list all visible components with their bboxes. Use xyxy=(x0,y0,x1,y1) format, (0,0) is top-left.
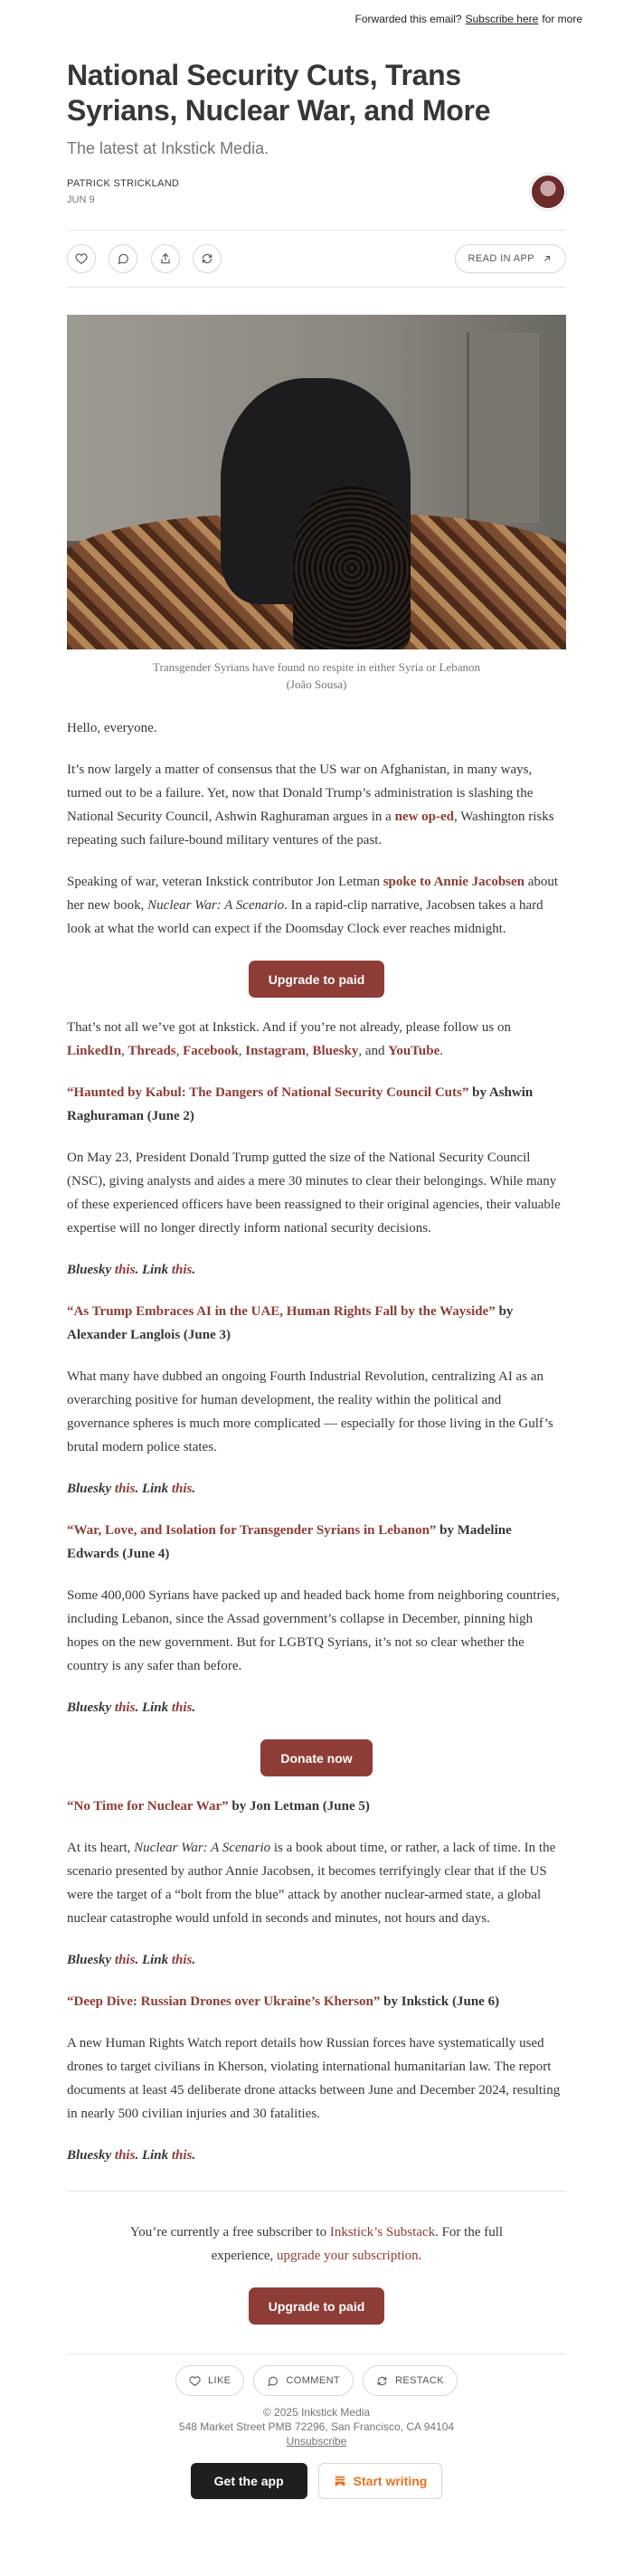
arrow-up-right-icon xyxy=(542,253,553,264)
article-link[interactable]: “As Trump Embraces AI in the UAE, Human Rights Fall by the Wayside” xyxy=(67,1304,496,1319)
topbar xyxy=(0,0,633,38)
share-line xyxy=(67,1258,566,1282)
upgrade-cta xyxy=(67,961,566,998)
read-in-app-button[interactable] xyxy=(455,244,566,273)
article-link[interactable]: “Deep Dive: Russian Drones over Ukraine’s Kherson” xyxy=(67,1994,381,2009)
substack-link[interactable]: Inkstick’s Substack xyxy=(329,2225,436,2240)
bluesky-label: Bluesky xyxy=(67,2148,112,2163)
youtube-link[interactable]: YouTube xyxy=(388,1044,440,1058)
footer-meta xyxy=(67,2405,566,2448)
address: 548 Market Street PMB 72296, San Francisco, CA 94104 xyxy=(178,2420,455,2433)
text: You’re currently a free subscriber to xyxy=(129,2225,330,2240)
article-summary: Some 400,000 Syrians have packed up and headed back home from neighboring countries, including Lebanon, since the Assad government’s collapse in December, pinning high hopes on the new government. But for LGBTQ Syrians, it’s not so clear whether the country is any safer than before. xyxy=(67,1588,560,1673)
read-in-app-label: READ IN APP xyxy=(468,253,534,264)
start-writing-label: Start writing xyxy=(353,2474,428,2488)
paragraph xyxy=(67,1016,566,1063)
paragraph xyxy=(67,758,566,852)
image-caption xyxy=(67,658,566,693)
link-label: . Link xyxy=(135,1953,172,1967)
comment-label: COMMENT xyxy=(286,2375,341,2386)
link-this-link[interactable]: this xyxy=(171,2148,193,2163)
facebook-link[interactable]: Facebook xyxy=(183,1044,239,1058)
bluesky-this-link[interactable]: this xyxy=(114,1482,136,1496)
divider xyxy=(67,2191,566,2192)
hero-image[interactable] xyxy=(67,315,566,649)
link-label: . Link xyxy=(135,2148,172,2163)
text: about her new book, xyxy=(67,875,559,913)
article-byline: by Alexander Langlois (June 3) xyxy=(67,1304,514,1342)
topbar-prefix: Forwarded this email? xyxy=(354,13,462,25)
hero-door xyxy=(467,333,539,523)
link-label: . Link xyxy=(135,1263,172,1277)
caption-credit: (João Sousa) xyxy=(286,677,347,691)
bottom-spacer xyxy=(67,2499,566,2517)
footer-upgrade-cta xyxy=(67,2287,566,2325)
comment-icon xyxy=(267,2375,279,2387)
bluesky-label: Bluesky xyxy=(67,1700,112,1715)
link-this-link[interactable]: this xyxy=(171,1700,193,1715)
article-heading xyxy=(67,1795,566,1818)
bluesky-label: Bluesky xyxy=(67,1482,112,1496)
restack-button[interactable] xyxy=(193,244,222,273)
separator: , xyxy=(121,1044,128,1058)
bluesky-this-link[interactable]: this xyxy=(114,1263,136,1277)
separator: . xyxy=(439,1044,443,1058)
text: That’s not all we’ve got at Inkstick. And if you’re not already, please follow us on xyxy=(67,1020,511,1035)
substack-logo-icon xyxy=(334,2475,346,2487)
article-summary: A new Human Rights Watch report details how Russian forces have systematically used drones to target civilians in Kherson, violating international humanitarian law. The report documents at least 45 deliberate drone attacks between June and December 2024, resulting in nearly 500 civilian injuries and 30 fatalities. xyxy=(67,2036,561,2121)
unsubscribe-link[interactable]: Unsubscribe xyxy=(286,2435,347,2448)
avatar[interactable] xyxy=(530,174,566,210)
post-body xyxy=(67,716,566,2167)
link-this-link[interactable]: this xyxy=(171,1482,193,1496)
link-label: . Link xyxy=(135,1482,172,1496)
bluesky-this-link[interactable]: this xyxy=(114,1953,136,1967)
topbar-suffix: for more xyxy=(542,13,582,25)
article-byline: by Madeline Edwards (June 4) xyxy=(67,1523,512,1561)
bluesky-link[interactable]: Bluesky xyxy=(312,1044,359,1058)
bluesky-this-link[interactable]: this xyxy=(114,2148,136,2163)
text: It’s now largely a matter of consensus that the US war on Afghanistan, in many ways, turned out to be a failure. Yet, now that Donald Trump’s administration is slashing the National Security Council, Ashwin Raghuraman argues in a xyxy=(67,762,534,824)
footer-like-button[interactable] xyxy=(175,2365,244,2396)
period: . xyxy=(192,2148,196,2163)
footer-restack-button[interactable] xyxy=(363,2365,458,2396)
period: . xyxy=(192,1482,196,1496)
share-line xyxy=(67,1696,566,1719)
share-button[interactable] xyxy=(151,244,180,273)
divider xyxy=(67,2353,566,2354)
footer-upgrade-button[interactable]: Upgrade to paid xyxy=(249,2287,385,2325)
share-line xyxy=(67,1948,566,1972)
bluesky-label: Bluesky xyxy=(67,1263,112,1277)
separator: , and xyxy=(358,1044,389,1058)
upgrade-button[interactable]: Upgrade to paid xyxy=(249,961,385,998)
text: is a book about time, or rather, a lack of time. In the scenario presented by author Annie Jacobsen, it becomes terrifyingly clear that if the US were the target of a “bolt from the blue” attack by another nuclear-armed state, a global nuclear catastrophe would unfold in seconds and minutes, not hours and days. xyxy=(67,1841,556,1926)
article-link[interactable]: “War, Love, and Isolation for Transgender Syrians in Lebanon” xyxy=(67,1523,437,1538)
like-button[interactable] xyxy=(67,244,96,273)
threads-link[interactable]: Threads xyxy=(128,1044,176,1058)
comment-icon xyxy=(117,252,129,265)
text: . xyxy=(418,2249,422,2263)
article-summary: What many have dubbed an ongoing Fourth Industrial Revolution, centralizing AI as an overarching positive for human development, the reality within the political and governance spheres is much more complicated — especially for those living in the Gulf’s brutal modern police states. xyxy=(67,1369,553,1454)
hero-figure xyxy=(293,487,411,649)
get-app-button[interactable]: Get the app xyxy=(191,2463,307,2499)
post-date: JUN 9 xyxy=(67,194,95,205)
period: . xyxy=(192,1263,196,1277)
share-icon xyxy=(159,252,172,265)
article-heading xyxy=(67,1990,566,2013)
link-this-link[interactable]: this xyxy=(171,1953,193,1967)
donate-button[interactable]: Donate now xyxy=(260,1739,372,1776)
link-this-link[interactable]: this xyxy=(171,1263,193,1277)
start-writing-button[interactable] xyxy=(318,2463,443,2499)
greeting: Hello, everyone. xyxy=(67,721,157,735)
bluesky-label: Bluesky xyxy=(67,1953,112,1967)
text: At its heart, xyxy=(67,1841,135,1855)
article-heading xyxy=(67,1081,566,1128)
byline xyxy=(67,174,566,210)
article-byline: by Inkstick (June 6) xyxy=(380,1994,500,2009)
article-link[interactable]: “Haunted by Kabul: The Dangers of National Security Council Cuts” xyxy=(67,1085,469,1100)
article-byline: by Jon Letman (June 5) xyxy=(228,1799,370,1814)
post-actions xyxy=(67,231,566,287)
caption-line: Transgender Syrians have found no respite in either Syria or Lebanon xyxy=(153,660,480,674)
separator: , xyxy=(305,1044,313,1058)
article-byline: by Ashwin Raghuraman (June 2) xyxy=(67,1085,534,1123)
restack-icon xyxy=(201,252,213,265)
op-ed-link[interactable]: new op-ed xyxy=(394,810,454,824)
donate-cta xyxy=(67,1739,566,1776)
instagram-link[interactable]: Instagram xyxy=(245,1044,306,1058)
article-heading xyxy=(67,1519,566,1566)
post xyxy=(67,58,566,2517)
book-title: Nuclear War: A Scenario xyxy=(134,1841,271,1855)
restack-icon xyxy=(376,2375,388,2387)
subscription-notice xyxy=(67,2221,566,2268)
text: . For the full experience, xyxy=(211,2225,504,2263)
subscribe-link[interactable]: Subscribe here xyxy=(465,13,539,25)
heart-icon xyxy=(189,2375,201,2387)
share-line xyxy=(67,1477,566,1501)
separator: , xyxy=(175,1044,184,1058)
share-line xyxy=(67,2144,566,2167)
article-heading xyxy=(67,1300,566,1347)
text: Speaking of war, veteran Inkstick contributor Jon Letman xyxy=(67,875,383,889)
footer-ctas xyxy=(67,2463,566,2499)
upgrade-subscription-link[interactable]: upgrade your subscription xyxy=(277,2249,419,2263)
post-subtitle: The latest at Inkstick Media. xyxy=(67,139,269,157)
restack-label: RESTACK xyxy=(395,2375,445,2386)
text: . In a rapid-clip narrative, Jacobsen takes a hard look at what the world can expect if the Doomsday Clock ever reaches midnight. xyxy=(67,898,543,936)
copyright: © 2025 Inkstick Media xyxy=(262,2406,371,2419)
paragraph xyxy=(67,870,566,941)
linkedin-link[interactable]: LinkedIn xyxy=(67,1044,122,1058)
bluesky-this-link[interactable]: this xyxy=(114,1700,136,1715)
footer-actions xyxy=(67,2365,566,2396)
heart-icon xyxy=(75,252,88,265)
article-summary xyxy=(67,1836,566,1930)
period: . xyxy=(192,1953,196,1967)
like-label: LIKE xyxy=(207,2375,231,2386)
footer-comment-button[interactable] xyxy=(253,2365,354,2396)
interview-link[interactable]: spoke to Annie Jacobsen xyxy=(383,875,524,889)
author-name[interactable]: PATRICK STRICKLAND xyxy=(67,178,180,189)
article-summary: On May 23, President Donald Trump gutted the size of the National Security Council (NSC), giving analysts and aides a mere 30 minutes to clear their belongings. While many of these experienced officers have been reassigned to their original agencies, their valuable expertise will no longer directly inform national security decisions. xyxy=(67,1151,561,1236)
book-title: Nuclear War: A Scenario xyxy=(147,898,285,913)
post-title[interactable]: National Security Cuts, Trans Syrians, Nuclear War, and More xyxy=(67,59,491,127)
divider xyxy=(67,287,566,288)
separator: , xyxy=(238,1044,246,1058)
comment-button[interactable] xyxy=(109,244,137,273)
article-link[interactable]: “No Time for Nuclear War” xyxy=(67,1799,229,1814)
period: . xyxy=(192,1700,196,1715)
text: , Washington risks repeating such failure-bound military ventures of the past. xyxy=(67,810,554,848)
link-label: . Link xyxy=(135,1700,172,1715)
